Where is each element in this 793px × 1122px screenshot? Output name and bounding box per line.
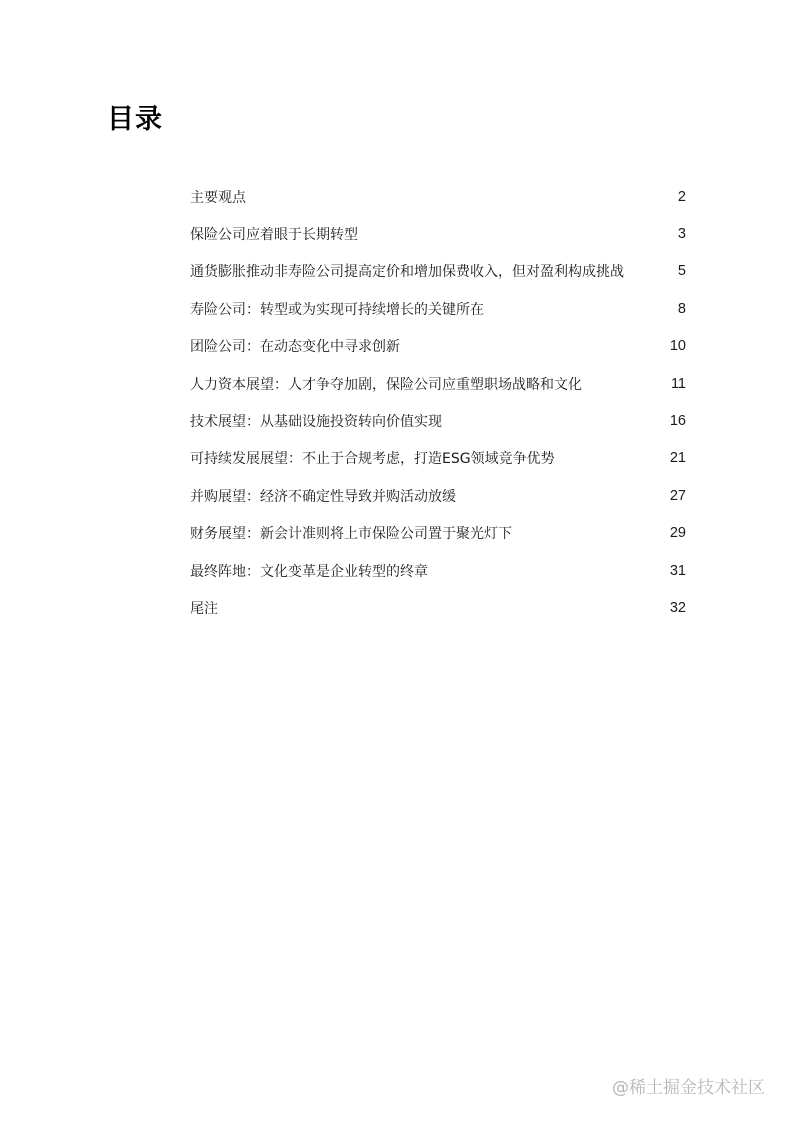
toc-item-page-number: 3 — [677, 226, 686, 243]
toc-item-title: 可持续发展展望：不止于合规考虑，打造ESG领域竞争优势 — [190, 451, 555, 468]
toc-item-page-number: 2 — [677, 188, 686, 205]
toc-item-page-number: 10 — [669, 338, 686, 355]
toc-item-page-number: 8 — [677, 300, 686, 317]
toc-item-sustainability[interactable] — [190, 440, 686, 477]
toc-item-page-number: 32 — [669, 599, 686, 616]
toc-item-title: 通货膨胀推动非寿险公司提高定价和增加保费收入，但对盈利构成挑战 — [190, 264, 624, 281]
toc-item-page-number: 16 — [669, 413, 686, 430]
toc-item-title: 最终阵地：文化变革是企业转型的终章 — [190, 563, 428, 580]
toc-item-page-number: 27 — [669, 487, 686, 504]
toc-item-title: 主要观点 — [190, 189, 246, 206]
toc-item-human-capital[interactable] — [190, 365, 686, 402]
toc-item-title: 财务展望：新会计准则将上市保险公司置于聚光灯下 — [190, 526, 512, 543]
page-title: 目录 — [107, 104, 163, 135]
toc-item-page-number: 31 — [669, 562, 686, 579]
toc-item-page-number: 5 — [677, 263, 686, 280]
toc-item-title: 并购展望：经济不确定性导致并购活动放缓 — [190, 488, 456, 505]
toc-item-group-insurers[interactable] — [190, 328, 686, 365]
toc-item-title: 团险公司：在动态变化中寻求创新 — [190, 339, 400, 356]
toc-item-endnotes[interactable] — [190, 589, 686, 626]
toc-item-life-insurers[interactable] — [190, 290, 686, 327]
toc-item-key-points[interactable] — [190, 178, 686, 215]
toc-item-mergers-acquisitions[interactable] — [190, 477, 686, 514]
toc-item-page-number: 29 — [669, 525, 686, 542]
toc-item-finance[interactable] — [190, 515, 686, 552]
watermark: @稀土掘金技术社区 — [612, 1078, 765, 1098]
toc-item-title: 技术展望：从基础设施投资转向价值实现 — [190, 414, 442, 431]
table-of-contents — [190, 178, 686, 627]
toc-item-title: 保险公司应着眼于长期转型 — [190, 227, 358, 244]
toc-item-title: 尾注 — [190, 600, 218, 617]
toc-item-long-term-transformation[interactable] — [190, 215, 686, 252]
toc-item-page-number: 11 — [670, 375, 686, 392]
toc-item-title: 人力资本展望：人才争夺加剧，保险公司应重塑职场战略和文化 — [190, 376, 582, 393]
toc-item-final-frontier[interactable] — [190, 552, 686, 589]
toc-item-technology[interactable] — [190, 402, 686, 439]
toc-item-inflation-non-life[interactable] — [190, 253, 686, 290]
toc-item-page-number: 21 — [669, 450, 686, 467]
toc-item-title: 寿险公司：转型或为实现可持续增长的关键所在 — [190, 301, 484, 318]
